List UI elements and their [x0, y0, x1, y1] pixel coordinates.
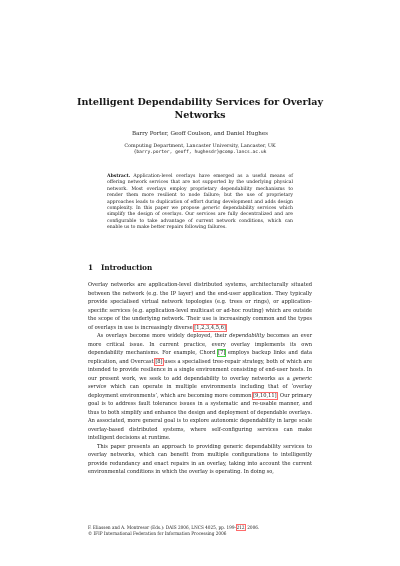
- author-list: Barry Porter, Geoff Coulson, and Daniel Hughes: [131, 131, 269, 137]
- affiliation-block: [70, 143, 330, 156]
- abstract-text-2: dependability services which simplify the design of overlays. Our services are fully decentralized and are configurable to take advantage of current network conditions, which can enable us to make better repairs following failures.: [107, 206, 293, 231]
- paragraph-2-text-f: . Our primary goal is to address fault tolerance issues in a systematic and re-usable manner, and thus to both simplify and enhance the design and deployment of dependable overlays. An associated, more general goal is to explore autonomic dependability in large scale overlay-based distributed systems, where self-configuring services can make intelligent decisions at runtime.: [88, 392, 312, 441]
- paragraph-2-emphasis-2: generic service: [88, 375, 312, 390]
- paragraph-2-text-d: uses a specialised tree-repair strategy, both of which are intended to provide resilience in a single environment consisting of end-user hosts. In our present work, we seek to add dependability to overlay networks as a: [88, 358, 312, 382]
- paragraph-2-text-a: As overlays become more widely deployed, their: [97, 333, 230, 339]
- paragraph-1: [88, 281, 312, 332]
- affiliation: Computing Department, Lancaster University, Lancaster, UK: [124, 143, 276, 149]
- page-range-link[interactable]: 212: [236, 525, 245, 530]
- paragraph-2-emphasis: dependability: [229, 333, 265, 339]
- section-heading: [88, 263, 152, 273]
- citation-link[interactable]: [8]: [155, 358, 163, 365]
- citation-link[interactable]: [7]: [218, 350, 226, 356]
- abstract: [107, 174, 293, 232]
- title-line-2: Networks: [174, 110, 226, 121]
- paragraph-2-text-e: which can operate in multiple environments including that of ‘overlay deployment environments’, which are becoming more common: [88, 384, 312, 399]
- citation-link[interactable]: [1,2,3,4,5,6]: [194, 324, 226, 331]
- paragraph-2: [88, 332, 312, 443]
- title-line-1: Intelligent Dependability Services for Overlay: [76, 97, 324, 108]
- body-text: [88, 281, 312, 477]
- copyright-line: © IFIP International Federation for Information Processing 2006: [88, 531, 227, 536]
- paragraph-2-text-c: employs backup links and data replication, and Overcast: [88, 350, 312, 365]
- section-number: 1: [88, 263, 94, 272]
- abstract-label: Abstract.: [107, 174, 131, 179]
- footer-text-a: F. Eliassen and A. Montresor (Eds.): DAIS 2006, LNCS 4025, pp. 199–: [88, 525, 237, 530]
- paragraph-2-text-b: becomes an ever more critical issue. In current practice, every overlay implements its own dependability mechanisms. For example, Chord: [88, 333, 313, 356]
- footer-text-b: , 2006.: [244, 525, 260, 530]
- page-footer: [88, 525, 312, 537]
- abstract-text-1: Application-level overlays have emerged as a useful means of offering network services that are not supported by the underlying physical network. Most overlays employ proprietary dependability mechanisms to render them more resilient to node failure; but the use of proprietary approaches leads to duplication of effort during development and adds design complexity. In this paper we propose: [107, 174, 293, 212]
- citation-link[interactable]: [9,10,11]: [253, 392, 277, 399]
- paragraph-1-end: .: [225, 324, 228, 331]
- paper-title: [70, 96, 330, 122]
- abstract-emphasis: generic: [202, 206, 220, 212]
- section-title: Introduction: [101, 263, 153, 272]
- paragraph-3: This paper presents an approach to providing generic dependability services to overlay networks, which can benefit from multiple configurations to intelligently provide redundancy and enact repairs in an overlay, taking into account the current environmental conditions in which the overlay is operating. In doing so,: [88, 443, 312, 475]
- author-emails: {barry.porter, geoff, hughesdr}@comp.lancs.ac.uk: [133, 149, 267, 155]
- paragraph-1-text: Overlay networks are application-level distributed systems, architecturally situated between the network (e.g. the IP layer) and the end-user application. They typically provide specialised virtual network topologies (e.g. trees or rings), or application-specific services (e.g. application-level multicast or ad-hoc routing) which are outside the scope of the underlying network. Their use is increasingly common and the types of overlays in use is increasingly diverse: [88, 282, 312, 331]
